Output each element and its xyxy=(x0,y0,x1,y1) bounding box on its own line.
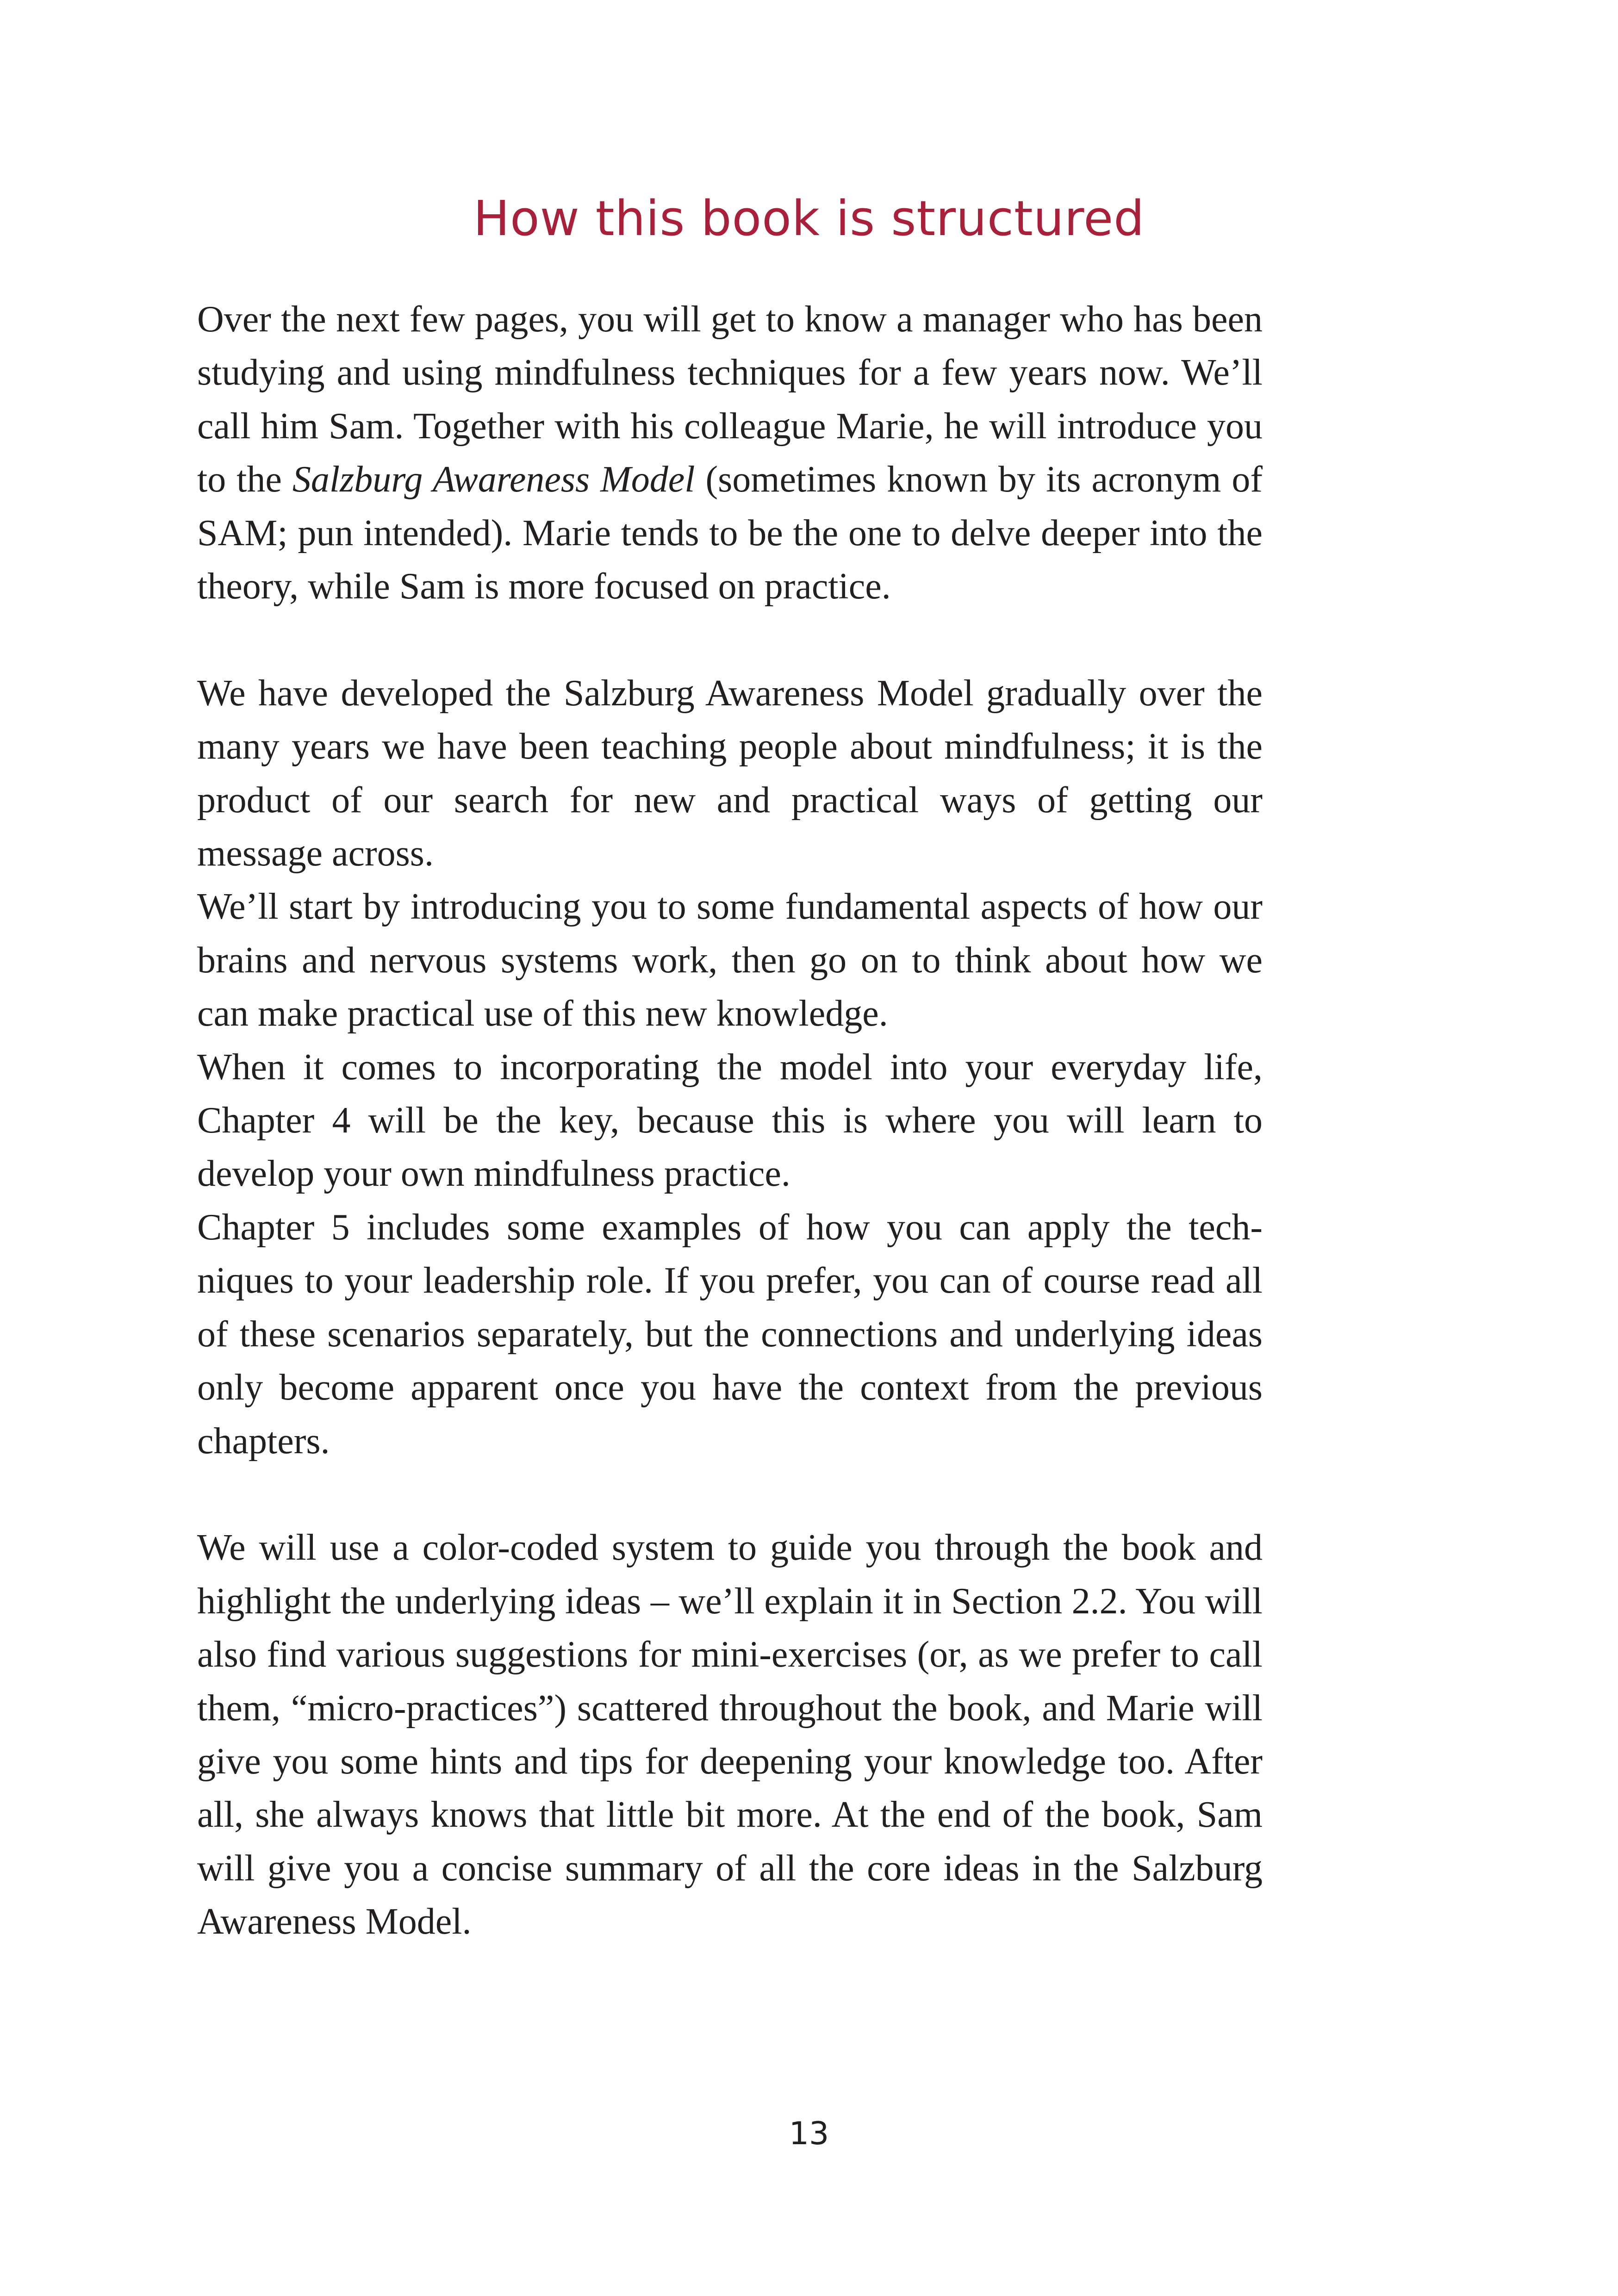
paragraph-gap xyxy=(197,1468,1263,1521)
paragraph-intro-start: Over the next few pages, you will get to know a manager who has been studying and using mindfulness techniques for a few years now. We’ll call him Sam. Together with his colleague Marie, he will introduce you to the xyxy=(197,299,1263,500)
paragraph-intro-end: (sometimes known by its acronym of SAM; pun intended). Marie tends to be the one to delve deeper into the theory, while Sam is more focused on practice. xyxy=(197,459,1263,607)
paragraph-chapter-4: When it comes to incorporating the model into your everyday life, Chapter 4 will be the key, because this is where you will learn to develop your own mindfulness practice. xyxy=(197,1046,1263,1195)
paragraph-model-development: We have developed the Salzburg Awareness Model gradually over the many years we have been teaching people about mindfulness; it is the product of our search for new and practical ways of getting our message across. xyxy=(197,672,1263,874)
paragraph-brain-basics: We’ll start by introducing you to some fundamental aspects of how our brains and nervous systems work, then go on to think about how we can make practical use of this new knowledge. xyxy=(197,886,1263,1034)
model-name-italic: Salzburg Awareness Model xyxy=(292,459,695,500)
page-number: 13 xyxy=(789,2116,829,2152)
paragraph-intro xyxy=(197,293,1263,613)
paragraph-gap xyxy=(197,613,1263,666)
paragraph-color-system: We will use a color-coded system to guide you through the book and highlight the underlying ideas – we’ll explain it in Section 2.2. You will also find various suggestions for mini-exercises (or, as we prefer to call them, “micro-practices”) scattered throughout the book, and Marie will give you some hints and tips for deepening your knowledge too. After all, she always knows that little bit more. At the end of the book, Sam will give you a concise summary of all the core ideas in the Salzburg Awareness Model. xyxy=(197,1527,1263,1942)
section-title: How this book is structured xyxy=(473,190,1145,247)
body-text xyxy=(197,293,1263,1949)
paragraph-chapter-5: Chapter 5 includes some examples of how you can apply the techniques to your leadership role. If you prefer, you can of course read all of these scenarios separately, but the connections and underlying ideas only become apparent once you have the context from the previous chapters. xyxy=(197,1207,1263,1462)
